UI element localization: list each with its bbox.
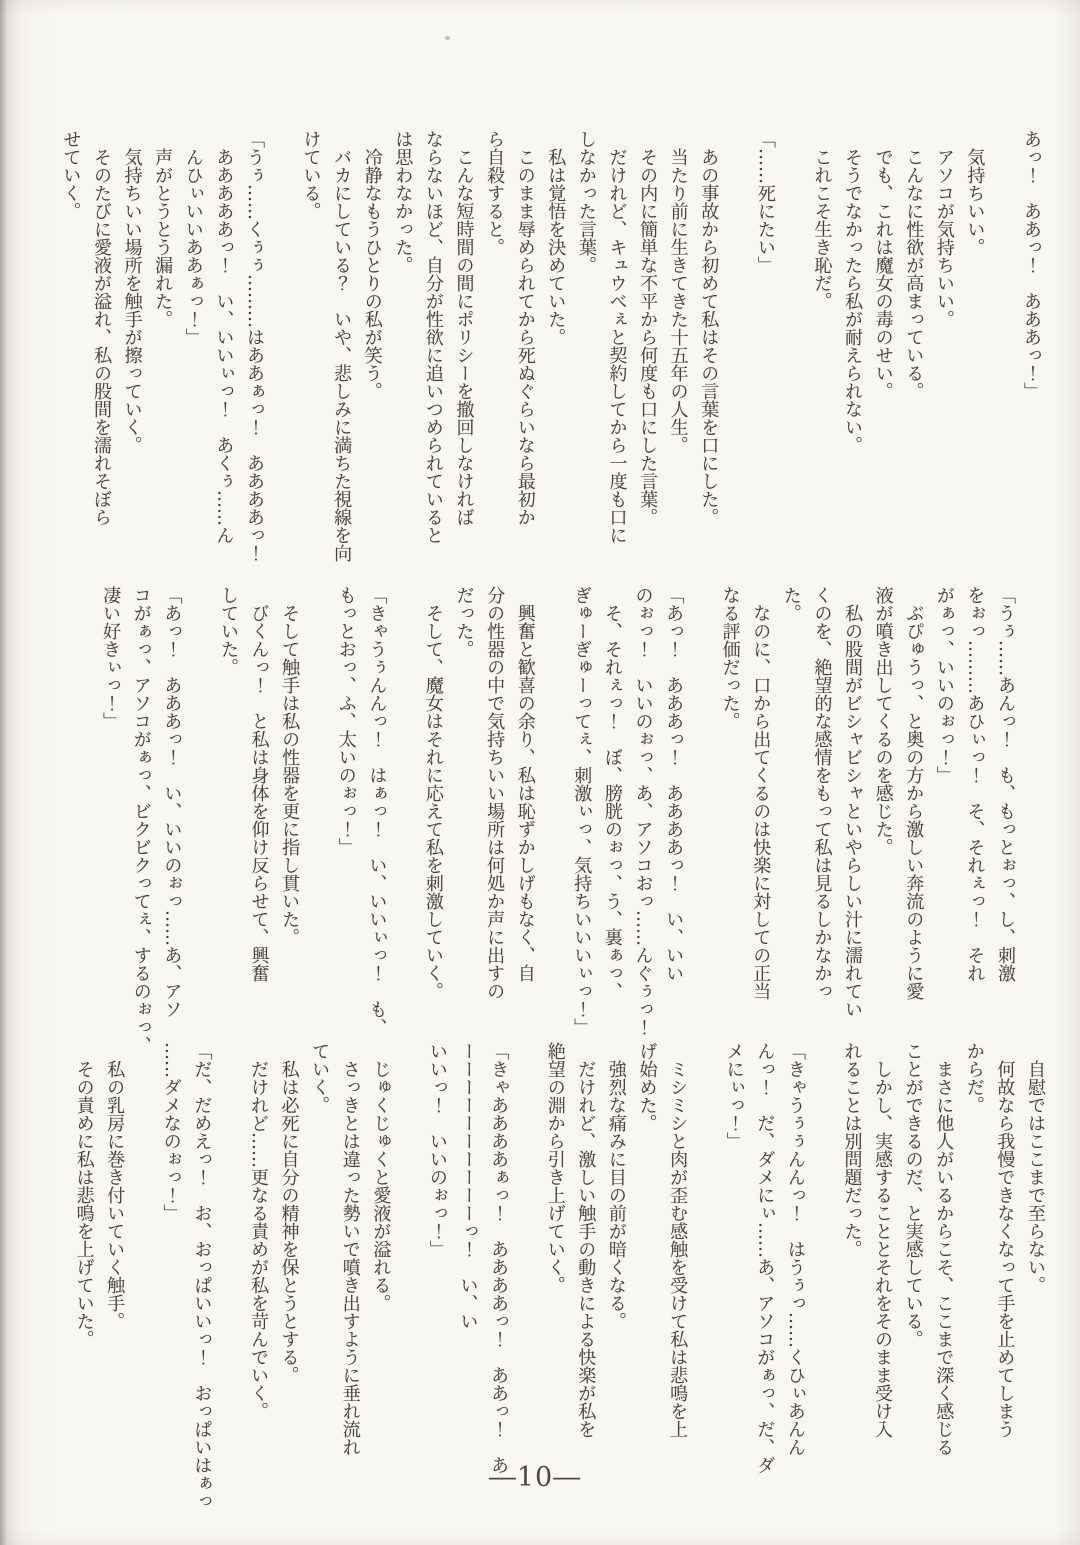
text-column: しかし、実感することとそれをそのまま受け入 <box>872 1060 894 1438</box>
text-column: さっきとは違った勢いで噴き出すように垂れ流れ <box>339 1060 361 1456</box>
text-column: そ、それぇっ！ ぼ、膀胱のぉっ、う、裏ぁっ、 <box>601 604 623 1000</box>
text-column: メにぃっ！」 <box>723 1042 745 1150</box>
text-column: ぶぴゅうっ、と奥の方から激しい奔流のように愛 <box>903 604 925 1000</box>
text-column: まさに他人がいるからこそ、ここまで深く感じる <box>933 1060 955 1456</box>
text-column: 凄い好きぃっ！」 <box>100 586 122 730</box>
text-column: 液が噴き出してくるのを感じた。 <box>872 586 894 856</box>
text-column: バカにしている？ いや、悲しみに満ちた視線を向 <box>331 148 353 562</box>
text-column: ことができるのだ、と実感している。 <box>902 1042 924 1348</box>
text-column: 強烈な痛みに目の前が暗くなる。 <box>605 1060 627 1330</box>
text-column: こんな短時間の間にポリシーを撤回しなければ <box>453 148 475 526</box>
text-column: あっ！ ああっ！ あああっ！」 <box>1021 130 1042 400</box>
scan-speck <box>445 36 450 40</box>
text-column: ら自殺すると。 <box>484 130 506 256</box>
text-column: なのに、口から出てくるのは快楽に対しての正当 <box>750 604 772 1000</box>
text-column: た。 <box>780 586 802 622</box>
text-column: 私の乳房に巻き付いていく触手。 <box>104 1060 126 1330</box>
text-column: れることは別問題だった。 <box>841 1042 863 1258</box>
text-column: ーーーーーーーーーーっ！ い、い <box>457 1042 479 1330</box>
text-column: だけれど……更なる責めが私を苛んでいく。 <box>247 1060 269 1420</box>
text-column: 私は必死に自分の精神を保とうとする。 <box>278 1060 300 1384</box>
text-column: その責めに私は悲鳴を上げていた。 <box>73 1060 95 1348</box>
text-column: 気持ちいい場所を触手が擦っていく。 <box>121 148 143 454</box>
text-column: こんなに性欲が高まっている。 <box>903 148 925 400</box>
text-column: びくんっ！ と私は身体を仰け反らせて、興奮 <box>248 604 270 982</box>
text-column: 何故なら我慢できなくなって手を止めてしまう <box>994 1060 1016 1438</box>
text-column: 声がとうとう漏れた。 <box>152 148 174 328</box>
text-column: ていく。 <box>309 1042 331 1114</box>
text-column: 「あっ！ あああっ！ い、いいのぉっ……あ、アソ <box>161 586 183 1018</box>
text-column: 当たり前に生きてきた十五年の人生。 <box>667 148 689 454</box>
text-column: 冷静なもうひとりの私が笑う。 <box>361 148 383 400</box>
text-column: 「きゃうぅんんっ！ はぁっ！ い、いいぃっ！ も、 <box>366 586 388 1036</box>
text-column: コがぁっ、アソコがぁっ、ビクビクってぇ、するのぉっ、 <box>130 586 152 1054</box>
text-column: だけれど、キュウべぇと契約してから一度も口に <box>606 148 628 544</box>
text-band-bottom <box>68 1042 1050 1512</box>
text-column: あああああっ！ い、いいぃっ！ あくぅ……ん <box>213 148 235 544</box>
text-column: げ始めた。 <box>636 1042 658 1132</box>
text-column: していた。 <box>217 586 239 676</box>
text-column: もっとおっ、ふ、太いのぉっ！」 <box>335 586 357 856</box>
text-column: 私の股間がビシャビシャといやらしい汁に濡れてい <box>842 604 864 1018</box>
text-column: 興奮と歓喜の余り、私は恥ずかしげもなく、自 <box>514 604 536 982</box>
text-column: このまま辱められてから死ぬぐらいなら最初か <box>514 148 536 526</box>
text-column: 分の性器の中で気持ちいい場所は何処か声に出すの <box>484 586 506 1000</box>
text-column: いいっ！ いいのぉっ！」 <box>426 1042 448 1258</box>
text-column: 「きゃうぅぅんんっ！ はうぅっ……くひぃあんん <box>784 1042 806 1456</box>
text-column: 「うぅ……あんっ！ も、もっとぉっ、し、刺激 <box>995 586 1016 982</box>
text-column: その内に簡単な不平から何度も口にした言葉。 <box>637 148 659 526</box>
text-column: 気持ちいい。 <box>964 148 986 256</box>
text-column: 「……死にたい」 <box>754 130 776 274</box>
text-column: のぉっ！ いいのぉっ、あ、アソコおっ……んぐぅっ！ <box>632 586 654 1036</box>
text-column: けている。 <box>300 130 322 220</box>
text-column: くのを、絶望的な感情をもって私は見るしかなかっ <box>811 586 833 1000</box>
text-column: でも、これは魔女の毒のせい。 <box>872 148 894 400</box>
text-column: しなかった言葉。 <box>575 130 597 274</box>
text-column: なる評価だった。 <box>719 586 741 730</box>
text-column: だけれど、激しい触手の動きによる快楽が私を <box>575 1060 597 1438</box>
text-column: これこそ生き恥だ。 <box>811 148 833 310</box>
text-column: アソコが気持ちいい。 <box>933 148 955 328</box>
text-band-top <box>55 130 1046 590</box>
text-column: 「きゃああああぁっ！ ああああっ！ ああっ！ あ <box>488 1042 510 1474</box>
text-column: じゅくじゅくと愛液が溢れる。 <box>370 1060 392 1312</box>
text-column: そして、魔女はそれに応えて私を刺激していく。 <box>422 604 444 1000</box>
text-column: 絶望の淵から引き上げていく。 <box>544 1042 566 1294</box>
text-column: 「だ、だめえっ！ お、おっぱいいっ！ おっぱいはぁっ <box>191 1042 213 1510</box>
text-column: ……ダメなのぉっ！」 <box>160 1042 182 1222</box>
text-band-middle <box>95 586 1020 1054</box>
text-column: がぁっ、いいのぉっ！」 <box>933 586 955 784</box>
text-column: 「あっ！ あああっ！ ああああっ！ い、いい <box>663 586 685 982</box>
text-column: んっ！ だ、ダメにぃ……あ、アソコがぁっ、だ、ダ <box>754 1042 776 1474</box>
text-column: そして触手は私の性器を更に指し貫いた。 <box>279 604 301 946</box>
text-column: をぉっ………あひぃっ！ そ、それぇっ！ それ <box>964 586 986 982</box>
text-column: 自慰ではここまで至らない。 <box>1025 1060 1046 1294</box>
text-column: ミシミシと肉が歪む感触を受けて私は悲鳴を上 <box>667 1060 689 1438</box>
text-column: だった。 <box>453 586 475 658</box>
text-column: んひぃいいああぁっ！」 <box>182 148 204 346</box>
text-column: 私は覚悟を決めていた。 <box>545 148 567 346</box>
text-column: そのたびに愛液が溢れ、私の股間を濡れそぼら <box>90 148 112 526</box>
text-column: ぎゅーぎゅーってぇ、刺激ぃっ、気持ちいいいぃっ！」 <box>571 586 593 1036</box>
text-column: からだ。 <box>963 1042 985 1114</box>
text-column: 「うぅ……くぅぅ………はああぁっ！ ああああっ！ <box>243 130 265 562</box>
text-column: ならないほど、自分が性欲に追いつめられていると <box>422 130 444 544</box>
text-column: は思わなかった。 <box>392 130 414 274</box>
text-column: そうでなかったら私が耐えられない。 <box>842 148 864 454</box>
text-column: あの事故から初めて私はその言葉を口にした。 <box>698 148 720 526</box>
text-column: せていく。 <box>60 130 82 220</box>
page-number: ―10― <box>488 1462 582 1493</box>
